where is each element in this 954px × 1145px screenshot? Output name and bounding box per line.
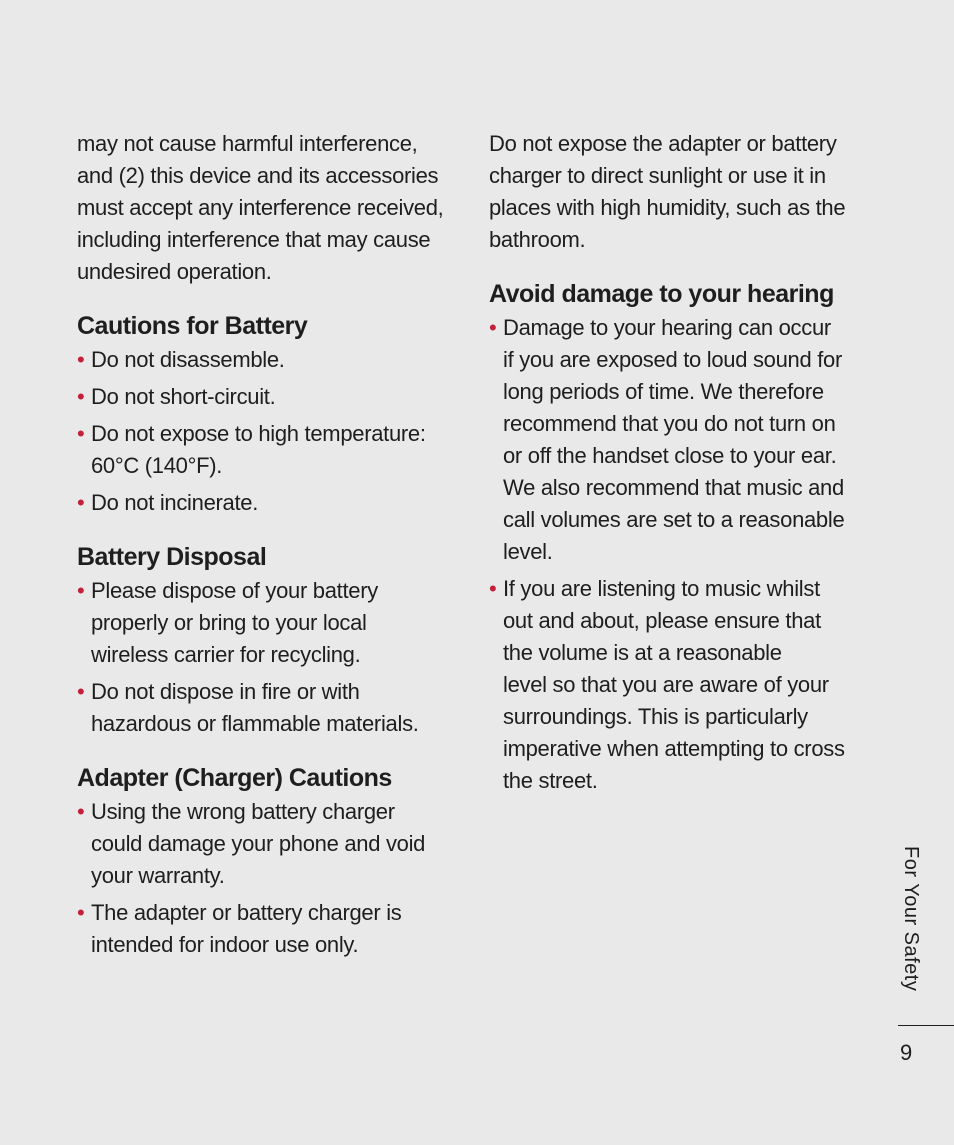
right-column [489,128,874,802]
adapter-cautions-list [77,796,462,961]
list-item-text: Do not incinerate. [91,490,259,515]
bullet-icon: • [77,421,85,446]
avoid-hearing-damage-heading: Avoid damage to your hearing [489,280,834,308]
bullet-icon: • [489,576,497,601]
bullet-icon: • [77,679,85,704]
list-item-text: Damage to your hearing can occur if you are exposed to loud sound for long periods of time. We therefore recommend that you do not turn on or off the handset close to your ear. We also recommend that music and call volumes are set to a reasonable level. [503,315,845,564]
list-item [77,676,462,740]
list-item-text: Please dispose of your battery properly or bring to your local wireless carrier for recycling. [91,578,378,667]
list-item [77,344,462,376]
list-item [77,418,462,482]
list-item-text: Using the wrong battery charger could damage your phone and void your warranty. [91,799,426,888]
hearing-list [489,312,874,797]
bullet-icon: • [489,315,497,340]
footer-divider [898,1025,954,1026]
bullet-icon: • [77,799,85,824]
page-number: 9 [900,1040,913,1065]
bullet-icon: • [77,347,85,372]
list-item-text: Do not short-circuit. [91,384,276,409]
bullet-icon: • [77,900,85,925]
battery-cautions-list [77,344,462,519]
bullet-icon: • [77,490,85,515]
left-column [77,128,462,966]
list-item-text: Do not disassemble. [91,347,285,372]
adapter-exposure-paragraph: Do not expose the adapter or battery charger to direct sunlight or use it in places with high humidity, such as the bathroom. [489,131,846,252]
list-item [77,487,462,519]
list-item [489,573,874,797]
adapter-cautions-heading: Adapter (Charger) Cautions [77,764,392,792]
list-item-text: Do not dispose in fire or with hazardous or flammable materials. [91,679,419,736]
list-item [77,575,462,671]
battery-disposal-heading: Battery Disposal [77,543,267,571]
list-item [77,796,462,892]
section-label: For Your Safety [900,846,922,992]
battery-disposal-list [77,575,462,740]
cautions-for-battery-heading: Cautions for Battery [77,312,308,340]
list-item-text: If you are listening to music whilst out and about, please ensure that the volume is at a reasonable level so that you are aware of your surroundings. This is particularly imperative when attempting to cross the street. [503,576,845,793]
list-item [489,312,874,568]
intro-paragraph: may not cause harmful interference, and (2) this device and its accessories must accept any interference received, including interference that may cause undesired operation. [77,131,444,284]
list-item-text: Do not expose to high temperature: 60°C (140°F). [91,421,426,478]
bullet-icon: • [77,384,85,409]
list-item [77,381,462,413]
list-item-text: The adapter or battery charger is intended for indoor use only. [91,900,402,957]
bullet-icon: • [77,578,85,603]
list-item [77,897,462,961]
